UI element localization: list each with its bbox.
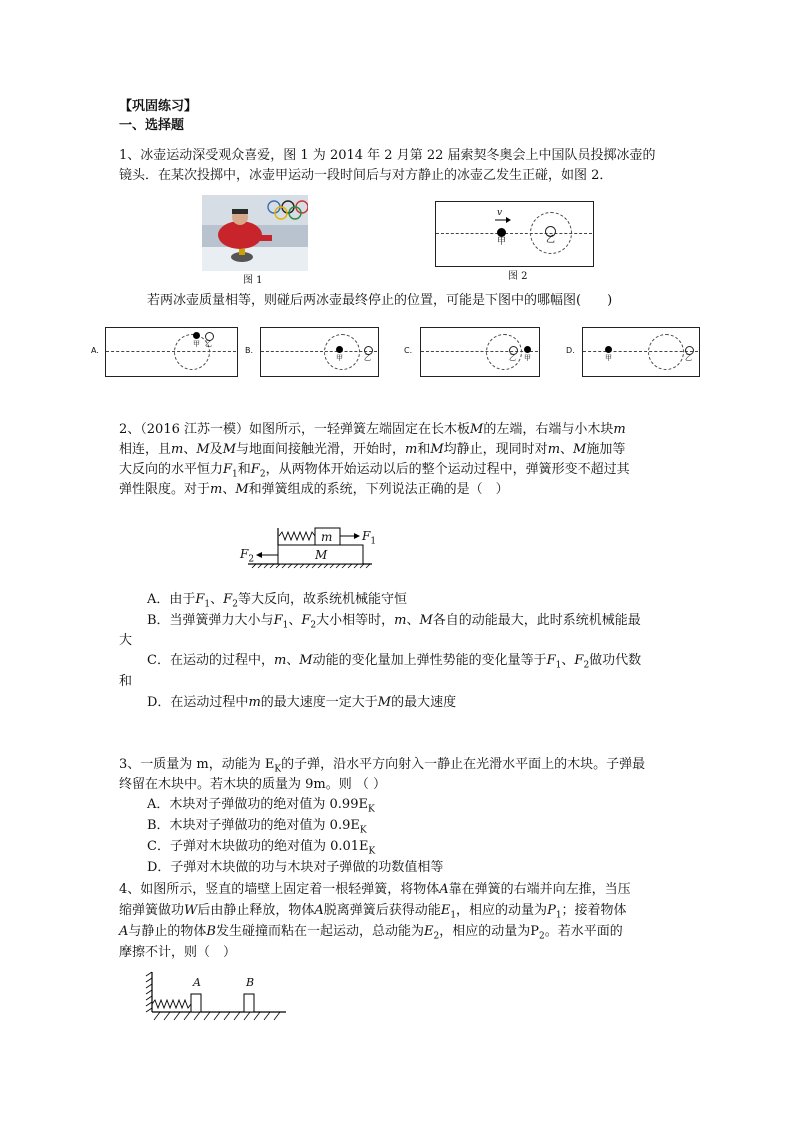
q1-option-d-label-b: 乙 bbox=[685, 354, 692, 362]
q4-l3a: 与静止的物体 bbox=[128, 924, 207, 939]
q1-question: 若两冰壶质量相等，则碰后两冰壶最终停止的位置，可能是下图中的哪幅图( ) bbox=[147, 293, 613, 308]
var-E: E bbox=[440, 903, 451, 918]
q4-l2b: 后由静止释放，物体 bbox=[197, 903, 315, 918]
q4-l3c: ，相应的动量为 bbox=[439, 924, 531, 939]
fig2-label-b: 乙 bbox=[546, 235, 556, 245]
var-P: P bbox=[547, 903, 556, 918]
q4-diagram-label-A: A bbox=[193, 976, 201, 989]
q2-l2a: 相连，且 bbox=[119, 442, 172, 457]
var-W: W bbox=[184, 903, 198, 918]
q1-option-b-stone-a bbox=[336, 346, 343, 353]
section-subheading: 一、选择题 bbox=[119, 118, 185, 133]
fig2-velocity-arrow bbox=[495, 216, 511, 224]
q1-option-a-stone-a bbox=[193, 332, 200, 339]
var-A: A bbox=[314, 903, 324, 918]
q1-option-a-centerline bbox=[106, 351, 236, 352]
q1-option-d-house bbox=[648, 334, 684, 370]
sub-1: 1 bbox=[204, 599, 211, 610]
q2-optD-c: 的最大速度 bbox=[391, 695, 457, 710]
q1-option-d-label-a: 甲 bbox=[605, 354, 612, 362]
fig2-caption: 图 2 bbox=[508, 271, 528, 282]
q4-block-A bbox=[191, 994, 201, 1012]
sub-K: K bbox=[274, 764, 282, 775]
q1-option-c-stone-a bbox=[524, 346, 531, 353]
q2-option-b-wrap: 大 bbox=[119, 633, 133, 648]
curling-photo bbox=[202, 195, 308, 271]
q2-optD-b: 的最大速度一定大于 bbox=[260, 695, 378, 710]
var-m: m bbox=[405, 442, 418, 457]
q4-diagram-label-B: B bbox=[246, 976, 255, 989]
var-F: F bbox=[223, 462, 233, 477]
q2-l2h: 施加等 bbox=[586, 442, 626, 457]
q4-l1b: 靠在弹簧的右端并向左推，当压 bbox=[448, 882, 631, 897]
q4-block-B bbox=[244, 994, 254, 1012]
q2-optB-c: 大小相等时， bbox=[316, 613, 395, 628]
var-m: m bbox=[394, 613, 407, 628]
var-M: M bbox=[377, 695, 392, 710]
q2-l2d: 与地面间接触光滑，开始时， bbox=[236, 442, 406, 457]
var-M: M bbox=[222, 442, 236, 457]
fig2-label-a: 甲 bbox=[497, 237, 507, 247]
fig2-stone-a bbox=[497, 228, 506, 237]
q2-l3c: ，从两物体开始运动以后的整个运动过程中，弹簧形变不超过其 bbox=[265, 462, 630, 477]
q2-optB-d: 、 bbox=[406, 613, 420, 628]
q2-optA-a: A．由于 bbox=[147, 592, 196, 607]
q1-option-d-label: D. bbox=[566, 346, 575, 355]
var-M: M bbox=[299, 653, 313, 668]
q3-optB: B．木块对子弹做功的绝对值为 0.9E bbox=[147, 818, 360, 833]
q4-wall-hatch bbox=[146, 972, 152, 1012]
var-E: E bbox=[423, 924, 434, 939]
var-F: F bbox=[240, 547, 249, 561]
q2-l4b: 、 bbox=[222, 482, 236, 497]
q4-line3 bbox=[119, 923, 623, 946]
q1-option-c-label-b: 乙 bbox=[509, 354, 516, 362]
q1-option-c-label-a: 甲 bbox=[524, 354, 531, 362]
var-m: m bbox=[171, 442, 184, 457]
q2-l4c: 和弹簧组成的系统，下列说法正确的是（ ） bbox=[248, 482, 509, 497]
q2-line1 bbox=[119, 421, 626, 439]
q2-l3b: 和 bbox=[237, 462, 251, 477]
q2-l1b: 的左端，右端与小木块 bbox=[483, 422, 614, 437]
var-F: F bbox=[362, 529, 371, 543]
q2-l1: 2、（2016 江苏一模）如图所示，一轻弹簧左端固定在长木板 bbox=[119, 422, 470, 437]
var-F: F bbox=[195, 592, 205, 607]
q2-l3a: 大反向的水平恒力 bbox=[119, 462, 224, 477]
q4-line2 bbox=[119, 902, 627, 925]
q2-spring bbox=[279, 532, 315, 540]
q2-option-b[interactable] bbox=[147, 612, 641, 635]
q3-optA: A．木块对子弹做功的绝对值为 0.99E bbox=[147, 797, 368, 812]
var-F: F bbox=[301, 613, 311, 628]
q4-l2a: 缩弹簧做功 bbox=[119, 903, 185, 918]
q2-diagram-F2 bbox=[240, 545, 254, 568]
fig1-caption: 图 1 bbox=[243, 275, 263, 286]
q2-diagram-m: m bbox=[321, 530, 333, 544]
q3-option-d[interactable]: D．子弹对木块做的功与木块对子弹做的功数值相等 bbox=[147, 860, 444, 875]
var-F: F bbox=[574, 653, 584, 668]
sub-2: 2 bbox=[259, 469, 266, 480]
var-F: F bbox=[273, 613, 283, 628]
var-B: B bbox=[206, 924, 216, 939]
sub-2: 2 bbox=[232, 599, 238, 610]
q4-line1 bbox=[119, 881, 631, 899]
q1-option-a-label-a: 甲 bbox=[193, 340, 200, 348]
sub-2: 2 bbox=[583, 660, 590, 671]
q2-optB-e: 各自的动能最大，此时系统机械能最 bbox=[432, 613, 641, 628]
q4-l1: 4、如图所示，竖直的墙壁上固定着一根轻弹簧，将物体 bbox=[119, 882, 440, 897]
q1-line2: 镜头．在某次投掷中，冰壶甲运动一段时间后与对方静止的冰壶乙发生正碰，如图 2． bbox=[119, 168, 613, 183]
q2-optC-d: 、 bbox=[561, 653, 575, 668]
q4-l2e: ；接着物体 bbox=[561, 903, 627, 918]
q3-option-b[interactable] bbox=[147, 817, 367, 840]
q2-optB-b: 、 bbox=[288, 613, 302, 628]
q1-option-c-rink[interactable] bbox=[420, 327, 540, 377]
q2-l2f: 均静止，现同时对 bbox=[443, 442, 548, 457]
var-M: M bbox=[573, 442, 587, 457]
q4-l3d: 。若水平面的 bbox=[544, 924, 623, 939]
q2-optC-a: C．在运动的过程中， bbox=[147, 653, 274, 668]
q3-l1: 3、一质量为 m，动能为 E bbox=[119, 757, 275, 772]
q2-diagram-M: M bbox=[315, 548, 328, 562]
q1-option-a-label: A. bbox=[91, 346, 99, 355]
q3-l1b: 的子弹，沿水平方向射入一静止在光滑水平面上的木块。子弹最 bbox=[281, 757, 646, 772]
q1-option-a-label-b: 乙 bbox=[205, 340, 212, 348]
sub-2: 2 bbox=[248, 554, 255, 565]
q2-l2b: 、 bbox=[183, 442, 197, 457]
q1-option-c-label: C. bbox=[404, 346, 413, 355]
var-A: A bbox=[119, 924, 129, 939]
var-m: m bbox=[273, 653, 287, 668]
q2-l2e: 和 bbox=[417, 442, 431, 457]
q1-option-a-rink[interactable] bbox=[105, 327, 238, 377]
q2-option-c-wrap: 和 bbox=[119, 674, 133, 689]
sub-2: 2 bbox=[538, 931, 545, 942]
var-F: F bbox=[250, 462, 260, 477]
var-F: F bbox=[546, 653, 556, 668]
sub-1: 1 bbox=[370, 536, 377, 547]
sub-1: 1 bbox=[450, 910, 457, 921]
q2-option-d[interactable] bbox=[147, 694, 456, 712]
q3-optC: C．子弹对木块做功的绝对值为 0.01E bbox=[147, 839, 369, 854]
q3-line2: 终留在木块中。若木块的质量为 9m。则 （ ） bbox=[119, 777, 386, 792]
q2-optC-c: 动能的变化量加上弹性势能的变化量等于 bbox=[312, 653, 547, 668]
q4-spring bbox=[152, 1000, 191, 1008]
sub-2: 2 bbox=[310, 620, 317, 631]
q2-line4 bbox=[119, 481, 509, 499]
var-m: m bbox=[248, 695, 261, 710]
var-M: M bbox=[430, 442, 444, 457]
q2-option-a[interactable] bbox=[147, 591, 407, 614]
q2-line2 bbox=[119, 441, 625, 459]
q1-option-b-rink[interactable] bbox=[260, 327, 379, 377]
q4-l3b: 发生碰撞而粘在一起运动，总动能为 bbox=[215, 924, 424, 939]
sub-2: 2 bbox=[433, 931, 440, 942]
q4-line4: 摩擦不计，则（ ） bbox=[119, 945, 237, 960]
var-M: M bbox=[235, 482, 249, 497]
q3-option-a[interactable] bbox=[147, 796, 375, 819]
sub-1: 1 bbox=[555, 910, 562, 921]
q2-optC-e: 做功代数 bbox=[589, 653, 642, 668]
var-m: m bbox=[210, 482, 223, 497]
q2-l4a: 弹性限度。对于 bbox=[119, 482, 211, 497]
q2-optB-a: B．当弹簧弹力大小与 bbox=[147, 613, 274, 628]
var-M: M bbox=[470, 422, 484, 437]
q2-optA-b: 、 bbox=[210, 592, 224, 607]
var-F: F bbox=[223, 592, 233, 607]
q2-optC-b: 、 bbox=[286, 653, 300, 668]
q1-option-b-label-b: 乙 bbox=[364, 354, 371, 362]
var-M: M bbox=[419, 613, 433, 628]
var-m: m bbox=[613, 422, 626, 437]
q1-option-b-label-a: 甲 bbox=[336, 354, 343, 362]
sub-1: 1 bbox=[282, 620, 289, 631]
q2-optD-a: D．在运动过程中 bbox=[147, 695, 249, 710]
var-m: m bbox=[547, 442, 561, 457]
sub-K: K bbox=[367, 804, 375, 815]
sub-K: K bbox=[359, 825, 367, 836]
q4-l2d: ，相应的动量为 bbox=[456, 903, 548, 918]
section-heading: 【巩固练习】 bbox=[119, 99, 198, 114]
q4-wall-spring-diagram bbox=[140, 968, 292, 1028]
sub-1: 1 bbox=[232, 469, 238, 480]
var-A: A bbox=[439, 882, 449, 897]
q2-optA-c: 等大反向，故系统机械能守恒 bbox=[237, 592, 407, 607]
q4-ground-hatch bbox=[154, 1012, 280, 1020]
var-P: P bbox=[530, 924, 539, 939]
q1-option-b-house bbox=[324, 334, 360, 370]
fig2-velocity-label: v bbox=[497, 208, 503, 218]
q1-line1: 1、冰壶运动深受观众喜爱，图 1 为 2014 年 2 月第 22 届索契冬奥会上中国队员投掷冰壶的 bbox=[119, 148, 656, 163]
var-M: M bbox=[196, 442, 210, 457]
q3-option-c[interactable] bbox=[147, 838, 375, 861]
q2-diagram-F1 bbox=[362, 527, 376, 550]
q1-option-d-stone-a bbox=[605, 346, 612, 353]
sub-K: K bbox=[368, 846, 376, 857]
q2-option-c[interactable] bbox=[147, 652, 641, 675]
q1-option-b-label: B. bbox=[245, 346, 254, 355]
q2-l2c: 及 bbox=[209, 442, 223, 457]
sub-1: 1 bbox=[555, 660, 562, 671]
q4-l2c: 脱离弹簧后获得动能 bbox=[323, 903, 441, 918]
q2-l2g: 、 bbox=[560, 442, 574, 457]
